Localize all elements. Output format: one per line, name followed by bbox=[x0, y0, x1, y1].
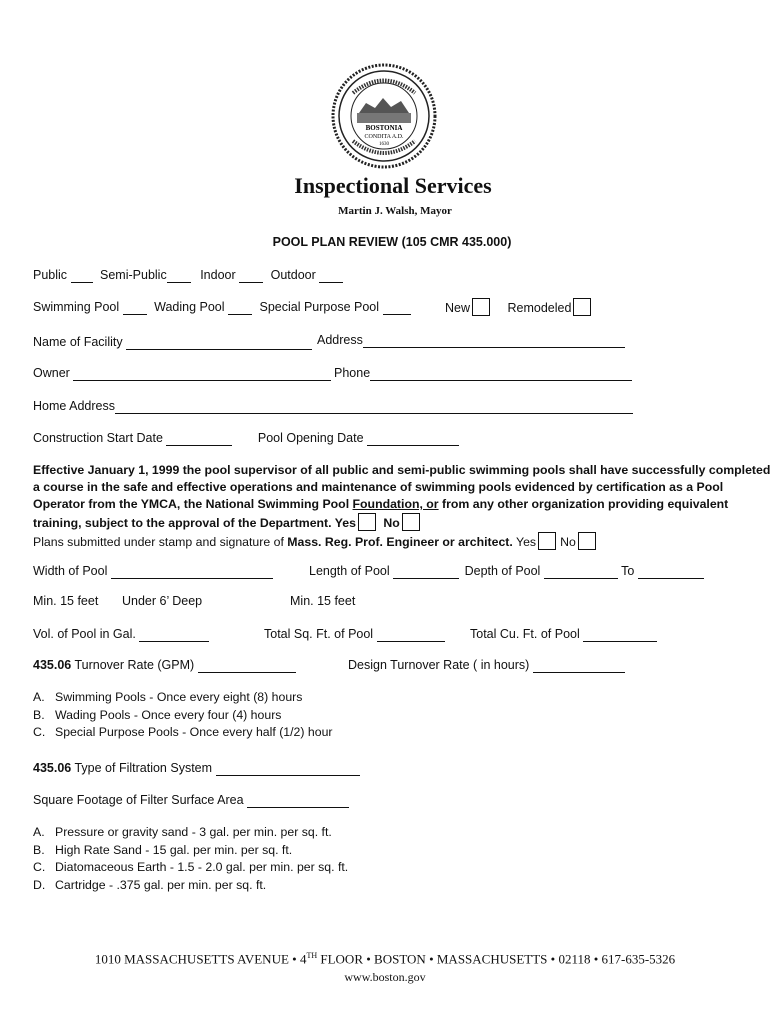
facility-label: Name of Facility bbox=[33, 335, 123, 349]
city-seal bbox=[331, 63, 437, 169]
new-label: New bbox=[445, 301, 471, 315]
row-pool-type bbox=[33, 268, 343, 283]
filtration-label: Type of Filtration System bbox=[71, 761, 213, 775]
footer-sup: TH bbox=[306, 951, 318, 960]
list-item: B. Wading Pools - Once every four (4) hours bbox=[33, 707, 282, 722]
length-field[interactable] bbox=[393, 566, 459, 579]
public-field[interactable] bbox=[71, 270, 93, 283]
total-sq-label: Total Sq. Ft. of Pool bbox=[264, 627, 374, 641]
list-item: C. Diatomaceous Earth - 1.5 - 2.0 gal. per min. per sq. ft. bbox=[33, 860, 349, 874]
width-field[interactable] bbox=[111, 566, 273, 579]
list-item: D. Cartridge - .375 gal. per min. per sq. ft. bbox=[33, 877, 267, 892]
address-label: Address bbox=[317, 333, 363, 347]
para-line-1: Effective January 1, 1999 the pool supervisor of all public and semi-public swimming pools shall have successfully completed bbox=[33, 463, 770, 477]
special-pool-label: Special Purpose Pool bbox=[259, 300, 380, 314]
list-item: B. High Rate Sand - 15 gal. per min. per sq. ft. bbox=[33, 842, 293, 857]
under-deep-note: Under 6’ Deep bbox=[122, 594, 203, 608]
para-line-5: Plans submitted under stamp and signature of Mass. Reg. Prof. Engineer or architect. Yes No bbox=[33, 532, 770, 551]
swimming-pool-field[interactable] bbox=[123, 302, 147, 315]
row-width bbox=[33, 564, 273, 579]
seal-text-bostonia: BOSTONIA bbox=[365, 124, 403, 132]
form-title: POOL PLAN REVIEW (105 CMR 435.000) bbox=[272, 235, 512, 249]
volume-field[interactable] bbox=[139, 629, 209, 642]
plans-no-label: No bbox=[560, 535, 576, 549]
design-turnover-label: Design Turnover Rate ( in hours) bbox=[348, 658, 530, 672]
pool-opening-field[interactable] bbox=[367, 433, 459, 446]
turnover-list bbox=[33, 689, 333, 742]
semi-public-field[interactable] bbox=[167, 270, 191, 283]
turnover-code: 435.06 bbox=[33, 658, 72, 672]
sq-footage-label: Square Footage of Filter Surface Area bbox=[33, 793, 244, 807]
plans-no-checkbox[interactable] bbox=[578, 532, 596, 550]
to-field[interactable] bbox=[638, 566, 704, 579]
indoor-label: Indoor bbox=[200, 268, 236, 282]
row-volume bbox=[33, 627, 209, 642]
footer-website[interactable]: www.boston.gov bbox=[344, 970, 426, 984]
row-dates bbox=[33, 431, 459, 446]
supervisor-yes-checkbox[interactable] bbox=[358, 513, 376, 531]
design-turnover-field[interactable] bbox=[533, 660, 625, 673]
owner-label: Owner bbox=[33, 366, 70, 380]
filtration-code: 435.06 bbox=[33, 761, 72, 775]
plans-yes-checkbox[interactable] bbox=[538, 532, 556, 550]
indoor-field[interactable] bbox=[239, 270, 263, 283]
phone-field[interactable] bbox=[370, 368, 632, 381]
outdoor-label: Outdoor bbox=[270, 268, 316, 282]
filtration-field[interactable] bbox=[216, 763, 360, 776]
para-line-2: a course in the safe and effective operations and maintenance of swimming pools evidenced by certification as a Pool bbox=[33, 480, 724, 494]
row-pool-kind bbox=[33, 300, 411, 315]
pool-opening-label: Pool Opening Date bbox=[257, 431, 364, 445]
row-turnover bbox=[33, 658, 296, 673]
total-sq-field[interactable] bbox=[377, 629, 445, 642]
wading-pool-field[interactable] bbox=[228, 302, 252, 315]
row-design-turnover bbox=[348, 658, 625, 673]
outdoor-field[interactable] bbox=[319, 270, 343, 283]
remodeled-checkbox[interactable] bbox=[573, 298, 591, 316]
para-line-3: Operator from the YMCA, the National Swimming Pool Foundation, or from any other organization providing equivalent bbox=[33, 497, 729, 511]
new-remodeled-group bbox=[445, 298, 591, 316]
supervisor-yes-label: Yes bbox=[334, 516, 356, 530]
row-total-cu bbox=[470, 627, 657, 642]
phone-label: Phone bbox=[334, 366, 371, 380]
home-address-field[interactable] bbox=[115, 401, 633, 414]
supervisor-no-checkbox[interactable] bbox=[402, 513, 420, 531]
row-length bbox=[309, 564, 704, 579]
special-pool-field[interactable] bbox=[383, 302, 411, 315]
length-label: Length of Pool bbox=[309, 564, 390, 578]
total-cu-field[interactable] bbox=[583, 629, 657, 642]
list-item: C. Special Purpose Pools - Once every half (1/2) hour bbox=[33, 725, 333, 739]
owner-field[interactable] bbox=[73, 368, 331, 381]
page-subtitle: Martin J. Walsh, Mayor bbox=[338, 205, 452, 217]
seal-text-year: 1630 bbox=[379, 142, 389, 147]
turnover-field[interactable] bbox=[198, 660, 296, 673]
supervisor-no-label: No bbox=[383, 516, 400, 530]
volume-label: Vol. of Pool in Gal. bbox=[33, 627, 136, 641]
total-cu-label: Total Cu. Ft. of Pool bbox=[470, 627, 580, 641]
row-facility bbox=[33, 335, 312, 350]
foundation-link-text: Foundation, or bbox=[352, 497, 439, 511]
wading-pool-label: Wading Pool bbox=[154, 300, 225, 314]
min-width-note: Min. 15 feet bbox=[33, 594, 99, 608]
depth-field[interactable] bbox=[544, 566, 618, 579]
turnover-label: Turnover Rate (GPM) bbox=[71, 658, 195, 672]
public-label: Public bbox=[33, 268, 68, 282]
row-home-address bbox=[33, 399, 633, 414]
row-owner bbox=[33, 366, 331, 381]
semi-public-label: Semi-Public bbox=[100, 268, 167, 282]
to-label: To bbox=[621, 564, 635, 578]
footer-address: 1010 MASSACHUSETTS AVENUE • 4TH FLOOR • BOSTON • MASSACHUSETTS • 02118 • 617-635-5326 bbox=[94, 951, 676, 967]
sq-footage-field[interactable] bbox=[247, 795, 349, 808]
remodeled-label: Remodeled bbox=[507, 301, 572, 315]
row-filtration bbox=[33, 761, 360, 776]
facility-field[interactable] bbox=[126, 337, 312, 350]
page-title: Inspectional Services bbox=[294, 173, 492, 198]
row-total-sq bbox=[264, 627, 445, 642]
construction-start-field[interactable] bbox=[166, 433, 232, 446]
address-field[interactable] bbox=[363, 335, 625, 348]
list-item: A. Swimming Pools - Once every eight (8) hours bbox=[33, 690, 303, 704]
supervisor-requirement-paragraph bbox=[33, 462, 770, 551]
new-checkbox[interactable] bbox=[472, 298, 490, 316]
swimming-pool-label: Swimming Pool bbox=[33, 300, 120, 314]
plans-yes-label: Yes bbox=[516, 535, 537, 549]
row-address bbox=[317, 333, 625, 348]
filtration-list bbox=[33, 824, 348, 894]
min-length-note: Min. 15 feet bbox=[290, 594, 356, 608]
seal-text-condita: CONDITA A.D. bbox=[364, 134, 404, 140]
para-line-4: training, subject to the approval of the Department. Yes No bbox=[33, 513, 770, 532]
width-label: Width of Pool bbox=[33, 564, 108, 578]
construction-start-label: Construction Start Date bbox=[33, 431, 163, 445]
depth-label: Depth of Pool bbox=[464, 564, 541, 578]
home-address-label: Home Address bbox=[33, 399, 115, 413]
row-sq-footage bbox=[33, 793, 349, 808]
row-phone bbox=[334, 366, 632, 381]
list-item: A. Pressure or gravity sand - 3 gal. per min. per sq. ft. bbox=[33, 825, 332, 839]
